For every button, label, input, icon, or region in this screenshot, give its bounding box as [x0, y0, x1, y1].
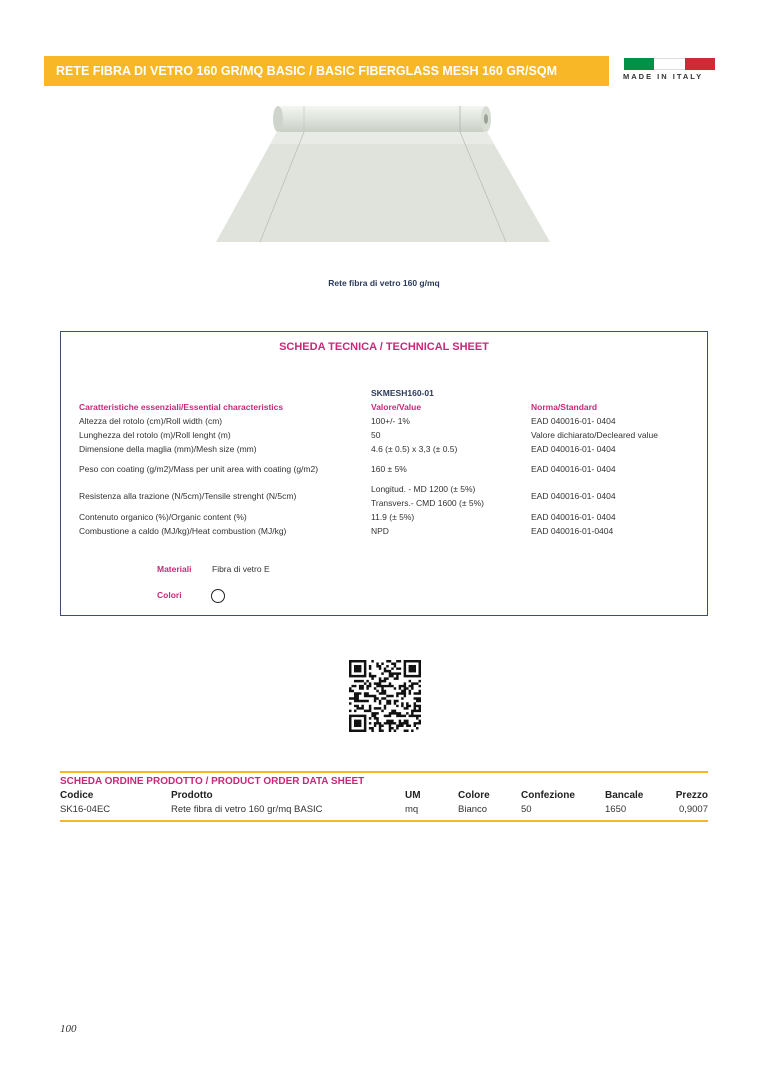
qr-code-icon	[349, 660, 421, 732]
spec-label: Lunghezza del rotolo (m)/Roll lenght (m)	[79, 430, 231, 440]
order-sheet-title: SCHEDA ORDINE PRODOTTO / PRODUCT ORDER DATA SHEET	[60, 776, 365, 787]
order-header-code: Codice	[60, 790, 94, 801]
order-price: 0,9007	[678, 804, 708, 815]
spec-value: 11.9 (± 5%)	[371, 512, 415, 522]
order-data-row	[60, 804, 708, 818]
spec-value-secondary: Transvers.- CMD 1600 (± 5%)	[371, 498, 484, 508]
spec-value: 4.6 (± 0.5) x 3,3 (± 0.5)	[371, 444, 458, 454]
colors-label: Colori	[157, 590, 182, 600]
fiberglass-mesh-roll-image	[214, 102, 554, 247]
materials-label: Materiali	[157, 564, 192, 574]
order-header-row	[60, 790, 708, 804]
spec-standard: EAD 040016-01- 0404	[531, 512, 616, 522]
spec-label: Contenuto organico (%)/Organic content (%)	[79, 512, 247, 522]
materials-value: Fibra di vetro E	[212, 564, 270, 574]
header-characteristics: Caratteristiche essenziali/Essential characteristics	[79, 402, 284, 412]
order-header-pack: Confezione	[521, 790, 575, 801]
order-color: Bianco	[458, 804, 488, 815]
header-value: Valore/Value	[371, 402, 422, 412]
order-header-pallet: Bancale	[605, 790, 644, 801]
spec-label: Altezza del rotolo (cm)/Roll width (cm)	[79, 416, 223, 426]
order-header-um: UM	[405, 790, 421, 801]
color-swatch-white	[211, 589, 225, 603]
spec-value: NPD	[371, 526, 389, 536]
page-title: RETE FIBRA DI VETRO 160 GR/MQ BASIC / BASIC FIBERGLASS MESH 160 GR/SQM	[44, 56, 609, 86]
spec-value: 50	[371, 430, 381, 440]
order-header-color: Colore	[458, 790, 490, 801]
product-code: SKMESH160-01	[371, 388, 434, 398]
technical-sheet	[60, 331, 708, 616]
spec-standard: Valore dichiarato/Decleared value	[531, 430, 658, 440]
spec-label: Dimensione della maglia (mm)/Mesh size (mm)	[79, 444, 257, 454]
order-product: Rete fibra di vetro 160 gr/mq BASIC	[171, 804, 323, 815]
made-in-italy-label: MADE IN ITALY	[623, 72, 704, 81]
technical-sheet-title: SCHEDA TECNICA / TECHNICAL SHEET	[279, 341, 489, 353]
spec-standard: EAD 040016-01- 0404	[531, 491, 616, 501]
order-code: SK16-04EC	[60, 804, 111, 815]
page-number: 100	[60, 1023, 77, 1035]
spec-standard: EAD 040016-01- 0404	[531, 444, 616, 454]
order-data-sheet	[60, 771, 708, 822]
spec-standard: EAD 040016-01- 0404	[531, 416, 616, 426]
spec-label: Combustione a caldo (MJ/kg)/Heat combustion (MJ/kg)	[79, 526, 287, 536]
spec-label: Peso con coating (g/m2)/Mass per unit area with coating (g/m2)	[79, 464, 319, 474]
spec-label: Resistenza alla trazione (N/5cm)/Tensile strenght (N/5cm)	[79, 491, 297, 501]
spec-value: 160 ± 5%	[371, 464, 407, 474]
spec-value: Longitud. - MD 1200 (± 5%)	[371, 484, 476, 494]
spec-standard: EAD 040016-01-0404	[531, 526, 614, 536]
italian-flag-icon	[624, 58, 715, 70]
order-header-price: Prezzo	[675, 790, 708, 801]
order-pack: 50	[521, 804, 532, 815]
product-caption: Rete fibra di vetro 160 g/mq	[328, 278, 440, 288]
spec-value: 100+/- 1%	[371, 416, 410, 426]
order-header-product: Prodotto	[171, 790, 213, 801]
header-standard: Norma/Standard	[531, 402, 598, 412]
order-um: mq	[405, 804, 419, 815]
spec-standard: EAD 040016-01- 0404	[531, 464, 616, 474]
order-pallet: 1650	[605, 804, 627, 815]
